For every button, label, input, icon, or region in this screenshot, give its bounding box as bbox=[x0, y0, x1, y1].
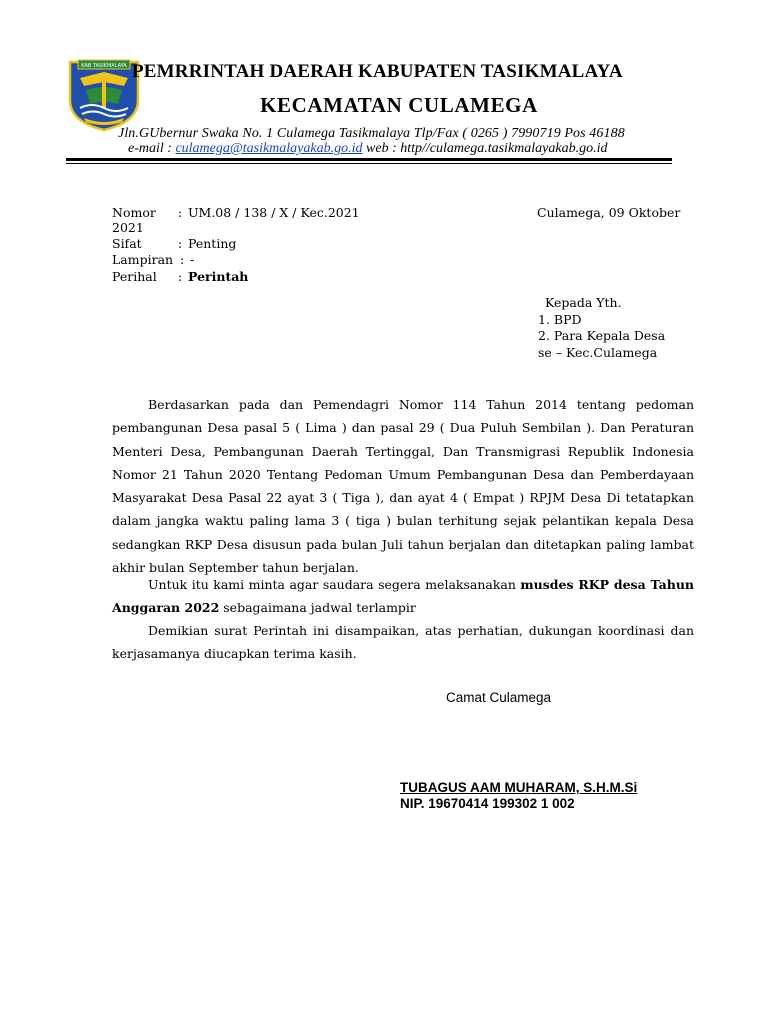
office-address: Jln.GUbernur Swaka No. 1 Culamega Tasikmalaya Tlp/Fax ( 0265 ) 7990719 Pos 46188 bbox=[118, 126, 625, 141]
nomor-label: Nomor bbox=[112, 205, 156, 220]
body-paragraph-3: Demikian surat Perintah ini disampaikan, atas perhatian, dukungan koordinasi dan kerjasamanya diucapkan terima kasih. bbox=[112, 623, 694, 662]
paragraph-2-emphasis: musdes RKP desa Tahun Anggaran 2022 bbox=[112, 577, 694, 616]
header-divider-thick bbox=[66, 158, 672, 161]
signer-name: TUBAGUS AAM MUHARAM, S.H.M.Si bbox=[400, 780, 638, 795]
recipient-greeting: Kepada Yth. bbox=[545, 295, 622, 310]
nomor-colon: : bbox=[178, 205, 183, 220]
paragraph-2-start: Untuk itu kami minta agar saudara segera melaksanakan bbox=[148, 577, 521, 592]
email-label: e-mail : bbox=[128, 141, 176, 156]
recipient-area: se – Kec.Culamega bbox=[538, 345, 658, 360]
letter-date: Culamega, 09 Oktober bbox=[537, 205, 681, 220]
nomor-value: UM.08 / 138 / X / Kec.2021 bbox=[188, 205, 360, 220]
contact-line bbox=[128, 141, 688, 157]
lampiran-label: Lampiran bbox=[112, 252, 174, 267]
lampiran-colon: : bbox=[180, 252, 185, 267]
signature-title: Camat Culamega bbox=[446, 690, 552, 705]
header-divider-thin bbox=[66, 163, 672, 164]
sifat-value: Penting bbox=[188, 236, 237, 251]
perihal-value: Perintah bbox=[188, 269, 249, 284]
sifat-label: Sifat bbox=[112, 236, 142, 251]
perihal-colon: : bbox=[178, 269, 183, 284]
signer-nip: NIP. 19670414 199302 1 002 bbox=[400, 796, 575, 811]
body-paragraph-1: Berdasarkan pada dan Pemendagri Nomor 114 Tahun 2014 tentang pedoman pembangunan Desa pasal 5 ( Lima ) dan pasal 29 ( Dua Puluh Sembilan ). Dan Peraturan Menteri Desa, Pembangunan Daerah Tertinggal, Dan Transmigrasi Republik Indonesia Nomor 21 Tahun 2020 Tentang Pedoman Umum Pembangunan Desa dan Pemberdayaan Masyarakat Desa Pasal 22 ayat 3 ( Tiga ), dan ayat 4 ( Empat ) RPJM Desa Di tetatapkan dalam jangka waktu paling lama 3 ( tiga ) bulan terhitung sejak pelantikan kepala Desa sedangkan RKP Desa disusun pada bulan Juli tahun berjalan dan ditetapkan paling lambat akhir bulan September tahun berjalan. bbox=[112, 397, 694, 576]
sifat-colon: : bbox=[178, 236, 183, 251]
email-link[interactable]: culamega@tasikmalayakab.go.id bbox=[175, 141, 363, 156]
government-name: PEMRRINTAH DAERAH KABUPATEN TASIKMALAYA bbox=[132, 61, 623, 82]
district-name: KECAMATAN CULAMEGA bbox=[260, 93, 538, 117]
logo-text: KAB TASIKMALAYA bbox=[81, 63, 127, 69]
lampiran-value: - bbox=[190, 252, 195, 267]
paragraph-2-end: sebagaimana jadwal terlampir bbox=[219, 600, 416, 616]
nomor-continuation: 2021 bbox=[112, 220, 144, 235]
body-paragraph-2 bbox=[112, 573, 694, 620]
perihal-label: Perihal bbox=[112, 269, 157, 284]
recipient-item: 1. BPD bbox=[538, 312, 582, 327]
website-text: web : http//culamega.tasikmalayakab.go.id bbox=[362, 141, 608, 156]
recipient-item: 2. Para Kepala Desa bbox=[538, 328, 666, 343]
